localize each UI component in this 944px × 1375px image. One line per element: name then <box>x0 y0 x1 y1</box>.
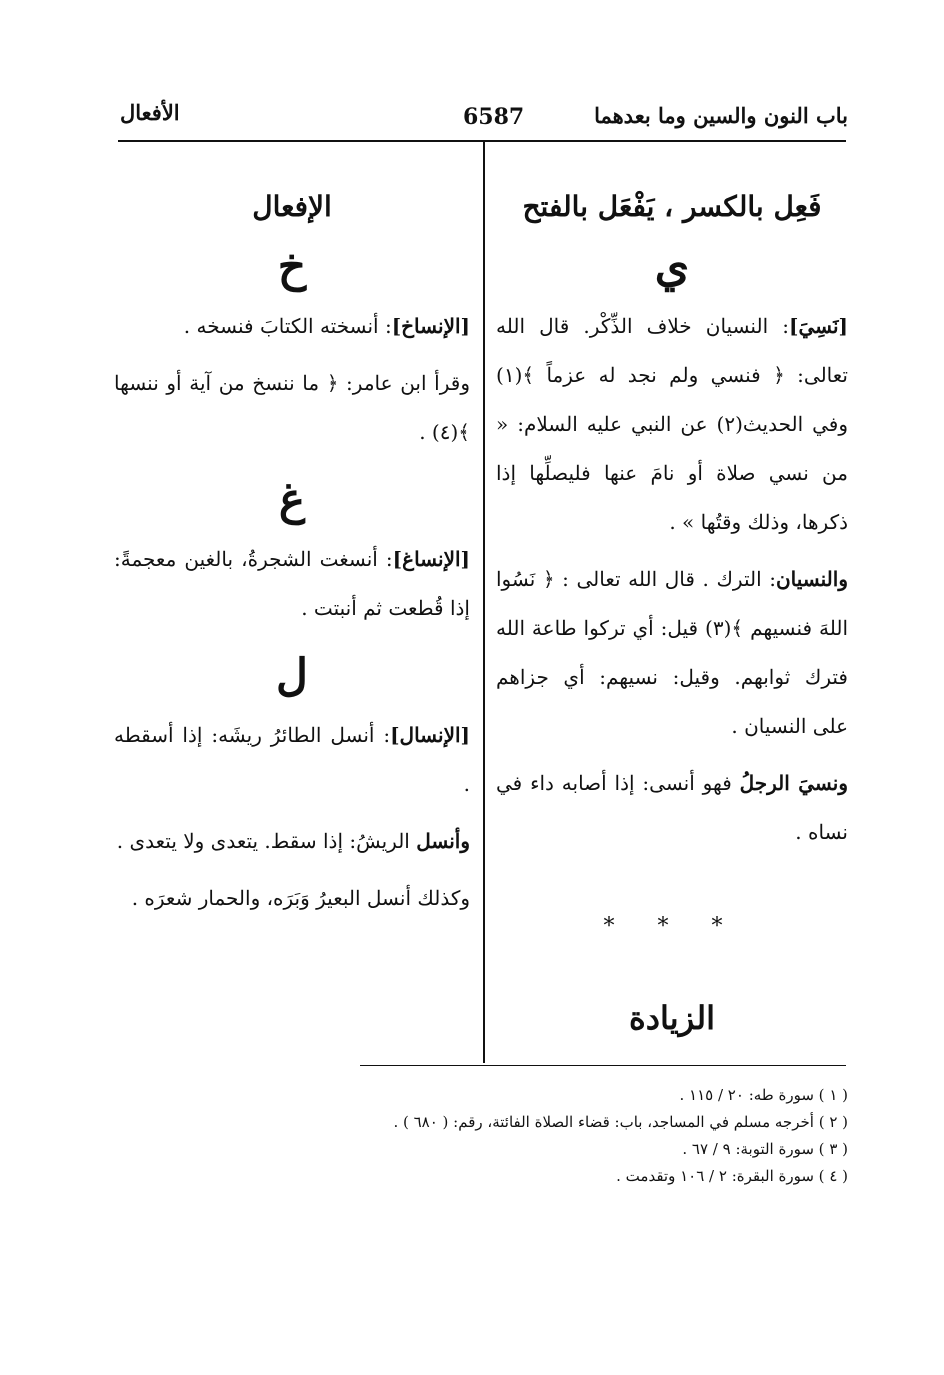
header-rule <box>118 140 846 142</box>
entry-text: : الترك . قال الله تعالى : ﴿ نَسُوا اللهَ فنسيهم ﴾(٣) قيل: أي تركوا طاعة الله فترك ثوابهم. وقيل: نسيهم: أي جزاهم على النسيان . <box>496 567 848 738</box>
entry-insakh <box>114 302 470 351</box>
entry-text: وكذلك أنسل البعيرُ وَبَرَه، والحمار شعرَه . <box>131 886 470 910</box>
running-header-chapter: باب النون والسين وما بعدهما <box>594 103 848 128</box>
next-section-heading: الزيادة <box>629 999 715 1037</box>
letter-heading-ya: ي <box>654 241 690 292</box>
footnotes <box>248 1082 848 1190</box>
page-number: 6587 <box>463 104 525 130</box>
letter-heading-lam: ل <box>276 650 308 701</box>
entry-text: : أنسخته الكتابَ فنسخه . <box>183 314 392 338</box>
entry-nasiya-rajul <box>496 759 848 857</box>
entry-nisyan <box>496 555 848 751</box>
entry-headword: ونسيَ الرجلُ <box>739 771 848 795</box>
entry-headword: [الإنساخ] <box>391 314 470 338</box>
letter-heading-kha: خ <box>277 241 307 292</box>
entry-text: : النسيان خلاف الذِّكْر. قال الله تعالى: ﴿ فنسي ولم نجد له عزماً ﴾(١) وفي الحديث(٢) عن النبي عليه السلام: « من نسي صلاة أو نامَ عنها فليصلِّها إذا ذكرها، وذلك وقتُها » . <box>496 314 849 534</box>
left-column <box>114 150 470 931</box>
entry-text: : أنسغت الشجرةُ، بالغين معجمةً: إذا قُطعت ثم أنبتت . <box>114 547 470 620</box>
entry-kadhalik <box>114 874 470 923</box>
entry-text: وقرأ ابن عامر: ﴿ ما ننسخ من آية أو ننسها ﴾(٤) . <box>114 371 470 444</box>
entry-text: الريشُ: إذا سقط. يتعدى ولا يتعدى . <box>116 829 417 853</box>
footnote-2: ( ٢ ) أخرجه مسلم في المساجد، باب: قضاء الصلاة الفائتة، رقم: ( ٦٨٠ ) . <box>393 1113 848 1131</box>
entry-insagh <box>114 535 470 633</box>
letter-heading-ghayn: غ <box>278 474 306 525</box>
column-divider <box>483 141 485 1063</box>
entry-headword: [الإنسال] <box>390 723 470 747</box>
right-column <box>496 150 848 1053</box>
entry-nasiya <box>496 302 848 547</box>
entry-headword: وأنسل <box>416 829 470 853</box>
entry-insal <box>114 711 470 809</box>
entry-headword: [الإنساغ] <box>392 547 470 571</box>
footnote-3: ( ٣ ) سورة التوبة: ٩ / ٦٧ . <box>682 1140 848 1158</box>
footnote-1: ( ١ ) سورة طه: ٢٠ / ١١٥ . <box>679 1086 848 1104</box>
section-separator-stars: * * * <box>603 914 741 939</box>
footnote-rule <box>360 1065 846 1066</box>
entry-qiraa <box>114 359 470 457</box>
footnote-4: ( ٤ ) سورة البقرة: ٢ / ١٠٦ وتقدمت . <box>616 1167 848 1185</box>
entry-headword: [نَسِيَ] <box>788 314 848 338</box>
left-column-title: الإفعال <box>252 190 332 223</box>
entry-text: فهو أنسى: إذا أصابه داء في نساه . <box>496 771 848 844</box>
running-header-section: الأفعال <box>120 100 180 125</box>
entry-ansal <box>114 817 470 866</box>
entry-headword: والنسيان <box>775 567 848 591</box>
right-column-title: فَعِل بالكسر ، يَفْعَل بالفتح <box>522 190 822 223</box>
entry-text: : أنسل الطائرُ ريشَه: إذا أسقطه . <box>114 723 470 796</box>
